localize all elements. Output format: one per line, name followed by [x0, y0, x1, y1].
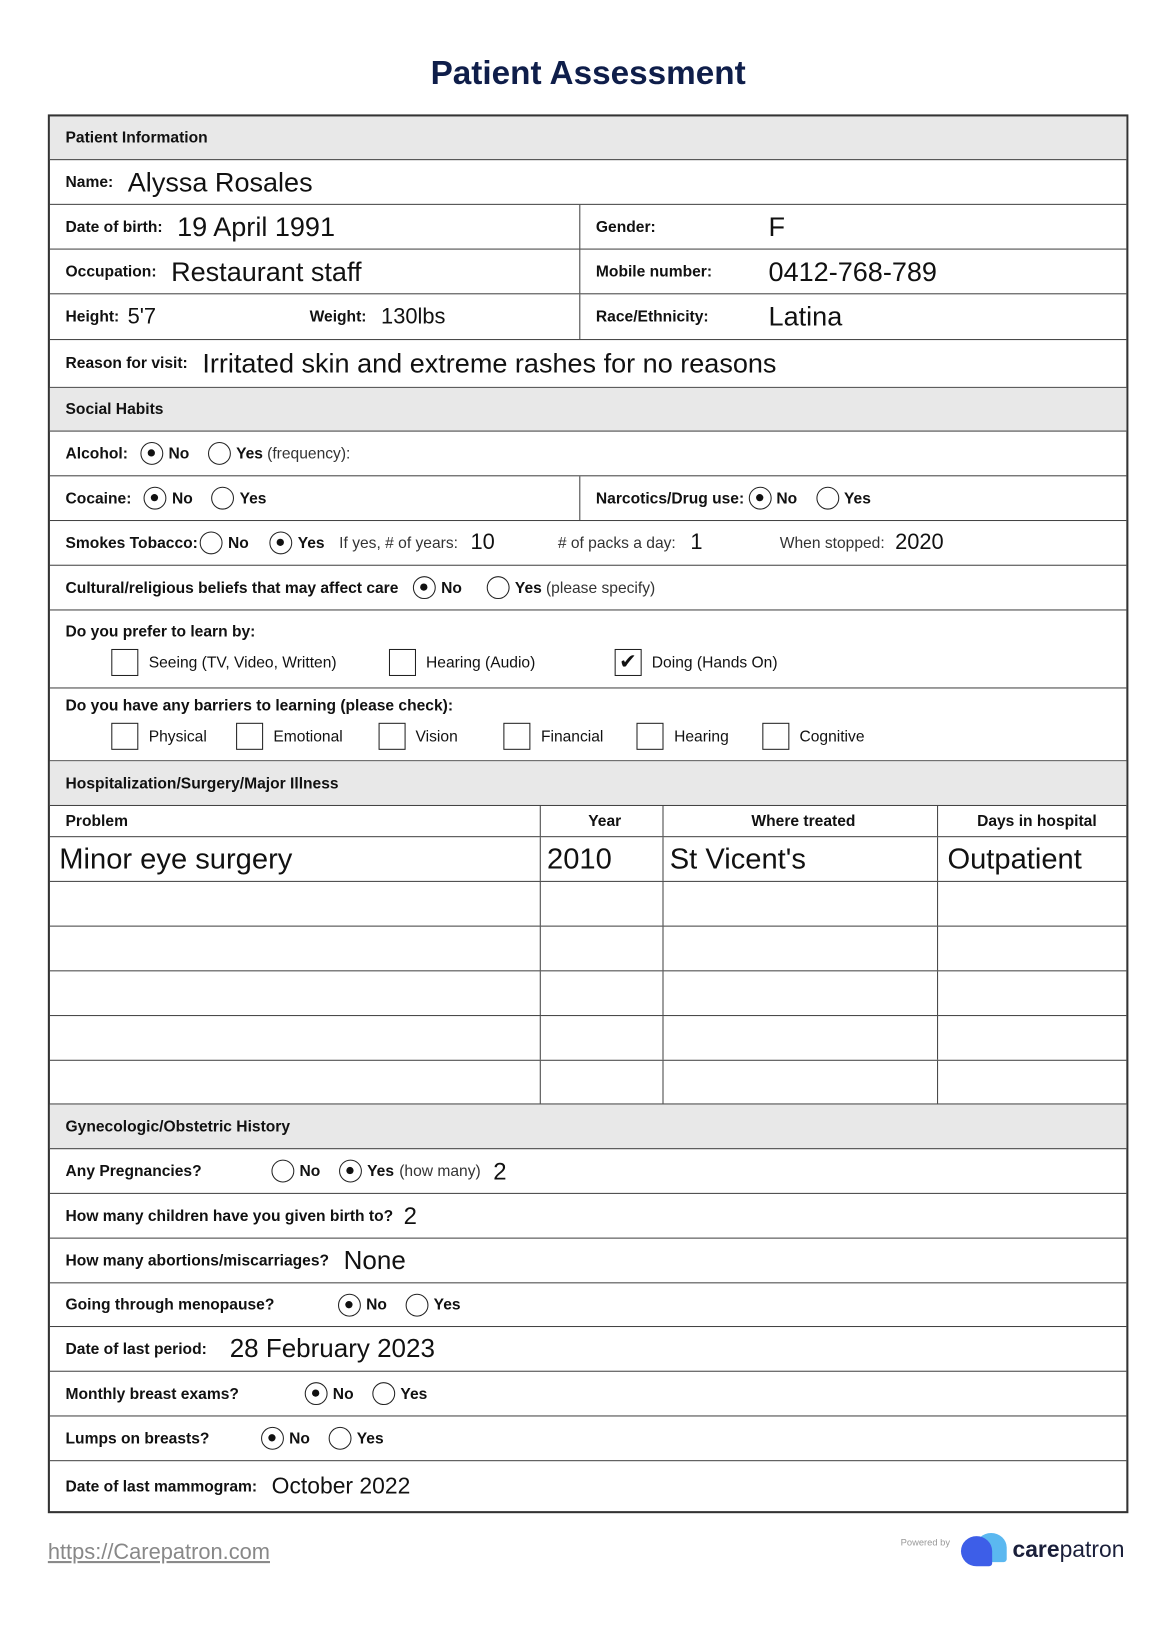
menopause-label: Going through menopause?: [65, 1295, 275, 1314]
pregnancies-note: (how many): [399, 1162, 481, 1180]
table-cell[interactable]: 2010: [541, 837, 664, 881]
table-cell[interactable]: [50, 927, 541, 971]
checkbox-label: Cognitive: [799, 727, 865, 746]
section-header-patient-info: Patient Information: [50, 116, 1126, 160]
table-row: [50, 882, 1126, 927]
mobile-field[interactable]: 0412-768-789: [768, 255, 937, 287]
table-cell[interactable]: [664, 971, 939, 1015]
powered-by-text: Powered by: [900, 1537, 951, 1548]
cocaine-label: Cocaine:: [65, 489, 132, 507]
gender-field[interactable]: F: [768, 210, 786, 242]
table-cell[interactable]: Minor eye surgery: [50, 837, 541, 881]
barrier-options: [66, 723, 1111, 750]
column-header: Problem: [50, 806, 541, 836]
period-label: Date of last period:: [65, 1340, 207, 1358]
option-label: Yes: [514, 578, 542, 597]
barrier-option[interactable]: [637, 723, 729, 750]
checkbox-label: Seeing (TV, Video, Written): [148, 653, 337, 672]
checkbox-label: Physical: [148, 727, 207, 746]
learn-label: Do you prefer to learn by:: [65, 622, 256, 641]
narcotics-yes-radio[interactable]: [816, 487, 839, 510]
option-label: Yes: [433, 1295, 461, 1314]
column-header: Year: [541, 806, 664, 836]
checkbox[interactable]: [637, 723, 664, 750]
barriers-label: Do you have any barriers to learning (please check):: [65, 696, 454, 715]
mammogram-label: Date of last mammogram:: [65, 1477, 258, 1495]
mammogram-field[interactable]: October 2022: [271, 1472, 411, 1499]
table-cell[interactable]: [938, 927, 1126, 971]
checkbox-label: Financial: [540, 727, 604, 746]
assessment-form: [48, 114, 1129, 1513]
brand-rest: patron: [1059, 1536, 1125, 1563]
alcohol-note: (frequency):: [267, 444, 351, 463]
checkbox[interactable]: [236, 723, 263, 750]
alcohol-yes-radio[interactable]: [208, 442, 231, 465]
option-label: Yes: [297, 534, 325, 552]
alcohol-label: Alcohol:: [65, 444, 128, 463]
learn-option[interactable]: [111, 649, 336, 676]
cocaine-no-radio[interactable]: [144, 487, 167, 510]
packs-label: # of packs a day:: [557, 534, 676, 552]
lumps-no-radio[interactable]: [261, 1427, 284, 1450]
table-cell[interactable]: [938, 971, 1126, 1015]
dob-label: Date of birth:: [65, 217, 163, 236]
checkbox-label: Emotional: [273, 727, 343, 746]
section-header-hospital: Hospitalization/Surgery/Major Illness: [50, 761, 1126, 806]
children-field[interactable]: 2: [403, 1201, 417, 1229]
table-cell[interactable]: [50, 1016, 541, 1060]
occupation-label: Occupation:: [65, 262, 157, 281]
cocaine-yes-radio[interactable]: [211, 487, 234, 510]
packs-field[interactable]: 1: [690, 530, 703, 555]
checkbox-label: Hearing: [674, 727, 729, 746]
column-header: Where treated: [664, 806, 939, 836]
checkbox[interactable]: [504, 723, 531, 750]
table-cell[interactable]: [50, 1061, 541, 1104]
name-field[interactable]: Alyssa Rosales: [127, 165, 313, 198]
name-label: Name:: [65, 173, 114, 191]
section-header-gyn: Gynecologic/Obstetric History: [50, 1104, 1126, 1149]
option-label: Yes: [239, 489, 267, 507]
race-field[interactable]: Latina: [768, 300, 843, 332]
learn-option[interactable]: [614, 649, 777, 676]
barrier-option[interactable]: [762, 723, 864, 750]
checkbox[interactable]: [762, 723, 789, 750]
learn-options: [66, 649, 1111, 676]
stopped-label: When stopped:: [779, 534, 885, 552]
narcotics-label: Narcotics/Drug use:: [595, 489, 745, 507]
option-label: No: [441, 578, 462, 597]
option-label: Yes: [356, 1429, 384, 1448]
table-cell[interactable]: [938, 1061, 1126, 1104]
lumps-yes-radio[interactable]: [329, 1427, 352, 1450]
dob-field[interactable]: 19 April 1991: [177, 210, 336, 242]
checkbox-label: Doing (Hands On): [651, 653, 778, 672]
option-label: Yes: [236, 444, 263, 463]
breast-exam-yes-radio[interactable]: [372, 1382, 395, 1405]
hospital-table-body: [50, 837, 1126, 1104]
option-label: No: [289, 1429, 310, 1448]
option-label: Yes: [844, 489, 871, 507]
checkbox-label: Hearing (Audio): [426, 653, 536, 672]
checkbox[interactable]: [111, 649, 138, 676]
table-cell[interactable]: [541, 1016, 664, 1060]
tobacco-label: Smokes Tobacco:: [65, 534, 198, 552]
hospital-table-header: [50, 806, 1126, 837]
pregnancies-count-field[interactable]: 2: [493, 1157, 507, 1185]
checkbox-label: Vision: [415, 727, 458, 746]
tobacco-yes-radio[interactable]: [270, 531, 293, 554]
barrier-option[interactable]: [236, 723, 343, 750]
option-label: No: [299, 1162, 321, 1180]
breast-exam-no-radio[interactable]: [305, 1382, 328, 1405]
cultural-label: Cultural/religious beliefs that may affect care: [65, 578, 399, 597]
option-label: No: [228, 534, 249, 552]
option-label: No: [332, 1384, 354, 1403]
carepatron-logo: [901, 1533, 1125, 1566]
checkbox[interactable]: [111, 723, 138, 750]
table-row: [50, 1061, 1126, 1105]
occupation-field[interactable]: Restaurant staff: [171, 255, 362, 287]
table-cell[interactable]: [541, 971, 664, 1015]
years-field[interactable]: 10: [470, 530, 495, 555]
height-field[interactable]: 5'7: [127, 304, 157, 329]
menopause-yes-radio[interactable]: [406, 1293, 429, 1316]
brand-bold: care: [1012, 1536, 1060, 1563]
column-header: Days in hospital: [977, 812, 1097, 830]
checkbox[interactable]: [389, 649, 416, 676]
table-cell[interactable]: [50, 971, 541, 1015]
option-label: Yes: [400, 1384, 428, 1403]
weight-label: Weight:: [309, 307, 367, 326]
narcotics-no-radio[interactable]: [748, 487, 771, 510]
barrier-option[interactable]: [378, 723, 458, 750]
pregnancies-no-radio[interactable]: [271, 1160, 294, 1183]
table-cell[interactable]: [664, 882, 939, 926]
table-cell[interactable]: [664, 1016, 939, 1060]
table-cell[interactable]: [664, 927, 939, 971]
section-header-social: Social Habits: [50, 388, 1126, 432]
table-cell[interactable]: [50, 882, 541, 926]
abortions-label: How many abortions/miscarriages?: [65, 1251, 330, 1270]
gender-label: Gender:: [595, 217, 656, 236]
barrier-option[interactable]: [111, 723, 207, 750]
table-cell[interactable]: [541, 1061, 664, 1104]
table-row: [50, 837, 1126, 882]
reason-label: Reason for visit:: [65, 354, 188, 373]
table-cell[interactable]: [664, 1061, 939, 1104]
years-label: If yes, # of years:: [339, 534, 458, 552]
carepatron-logo-icon: [960, 1533, 1008, 1566]
table-cell[interactable]: [938, 1016, 1126, 1060]
table-row: [50, 971, 1126, 1016]
page-title: Patient Assessment: [430, 54, 746, 92]
option-label: Yes: [367, 1162, 395, 1180]
checkbox[interactable]: ✔: [614, 649, 641, 676]
cultural-yes-radio[interactable]: [487, 576, 510, 599]
lumps-label: Lumps on breasts?: [65, 1429, 210, 1448]
checkbox[interactable]: [378, 723, 405, 750]
reason-field[interactable]: Irritated skin and extreme rashes for no reasons: [202, 347, 777, 379]
weight-field[interactable]: 130lbs: [381, 304, 446, 329]
stopped-field[interactable]: 2020: [895, 530, 944, 555]
pregnancies-yes-radio[interactable]: [339, 1160, 362, 1183]
table-cell[interactable]: Outpatient: [947, 842, 1082, 875]
mobile-label: Mobile number:: [595, 262, 713, 281]
table-row: [50, 927, 1126, 972]
table-cell[interactable]: [541, 882, 664, 926]
option-label: No: [171, 489, 193, 507]
breast-exam-label: Monthly breast exams?: [65, 1384, 239, 1403]
option-label: No: [776, 489, 798, 507]
abortions-field[interactable]: None: [343, 1245, 406, 1275]
children-label: How many children have you given birth to?: [65, 1206, 394, 1225]
race-label: Race/Ethnicity:: [595, 307, 709, 326]
barrier-option[interactable]: [504, 723, 604, 750]
option-label: No: [366, 1295, 387, 1314]
table-row: [50, 1016, 1126, 1061]
tobacco-no-radio[interactable]: [200, 531, 223, 554]
table-cell[interactable]: [541, 927, 664, 971]
table-cell[interactable]: [938, 882, 1126, 926]
option-label: No: [168, 444, 190, 463]
learn-option[interactable]: [389, 649, 536, 676]
height-label: Height:: [65, 307, 120, 326]
alcohol-no-radio[interactable]: [140, 442, 163, 465]
cultural-no-radio[interactable]: [413, 576, 436, 599]
table-cell[interactable]: St Vicent's: [664, 837, 939, 881]
cultural-note: (please specify): [545, 578, 656, 597]
period-field[interactable]: 28 February 2023: [229, 1333, 435, 1363]
menopause-no-radio[interactable]: [338, 1293, 361, 1316]
carepatron-link[interactable]: https://Carepatron.com: [47, 1540, 270, 1565]
pregnancies-label: Any Pregnancies?: [65, 1162, 202, 1180]
